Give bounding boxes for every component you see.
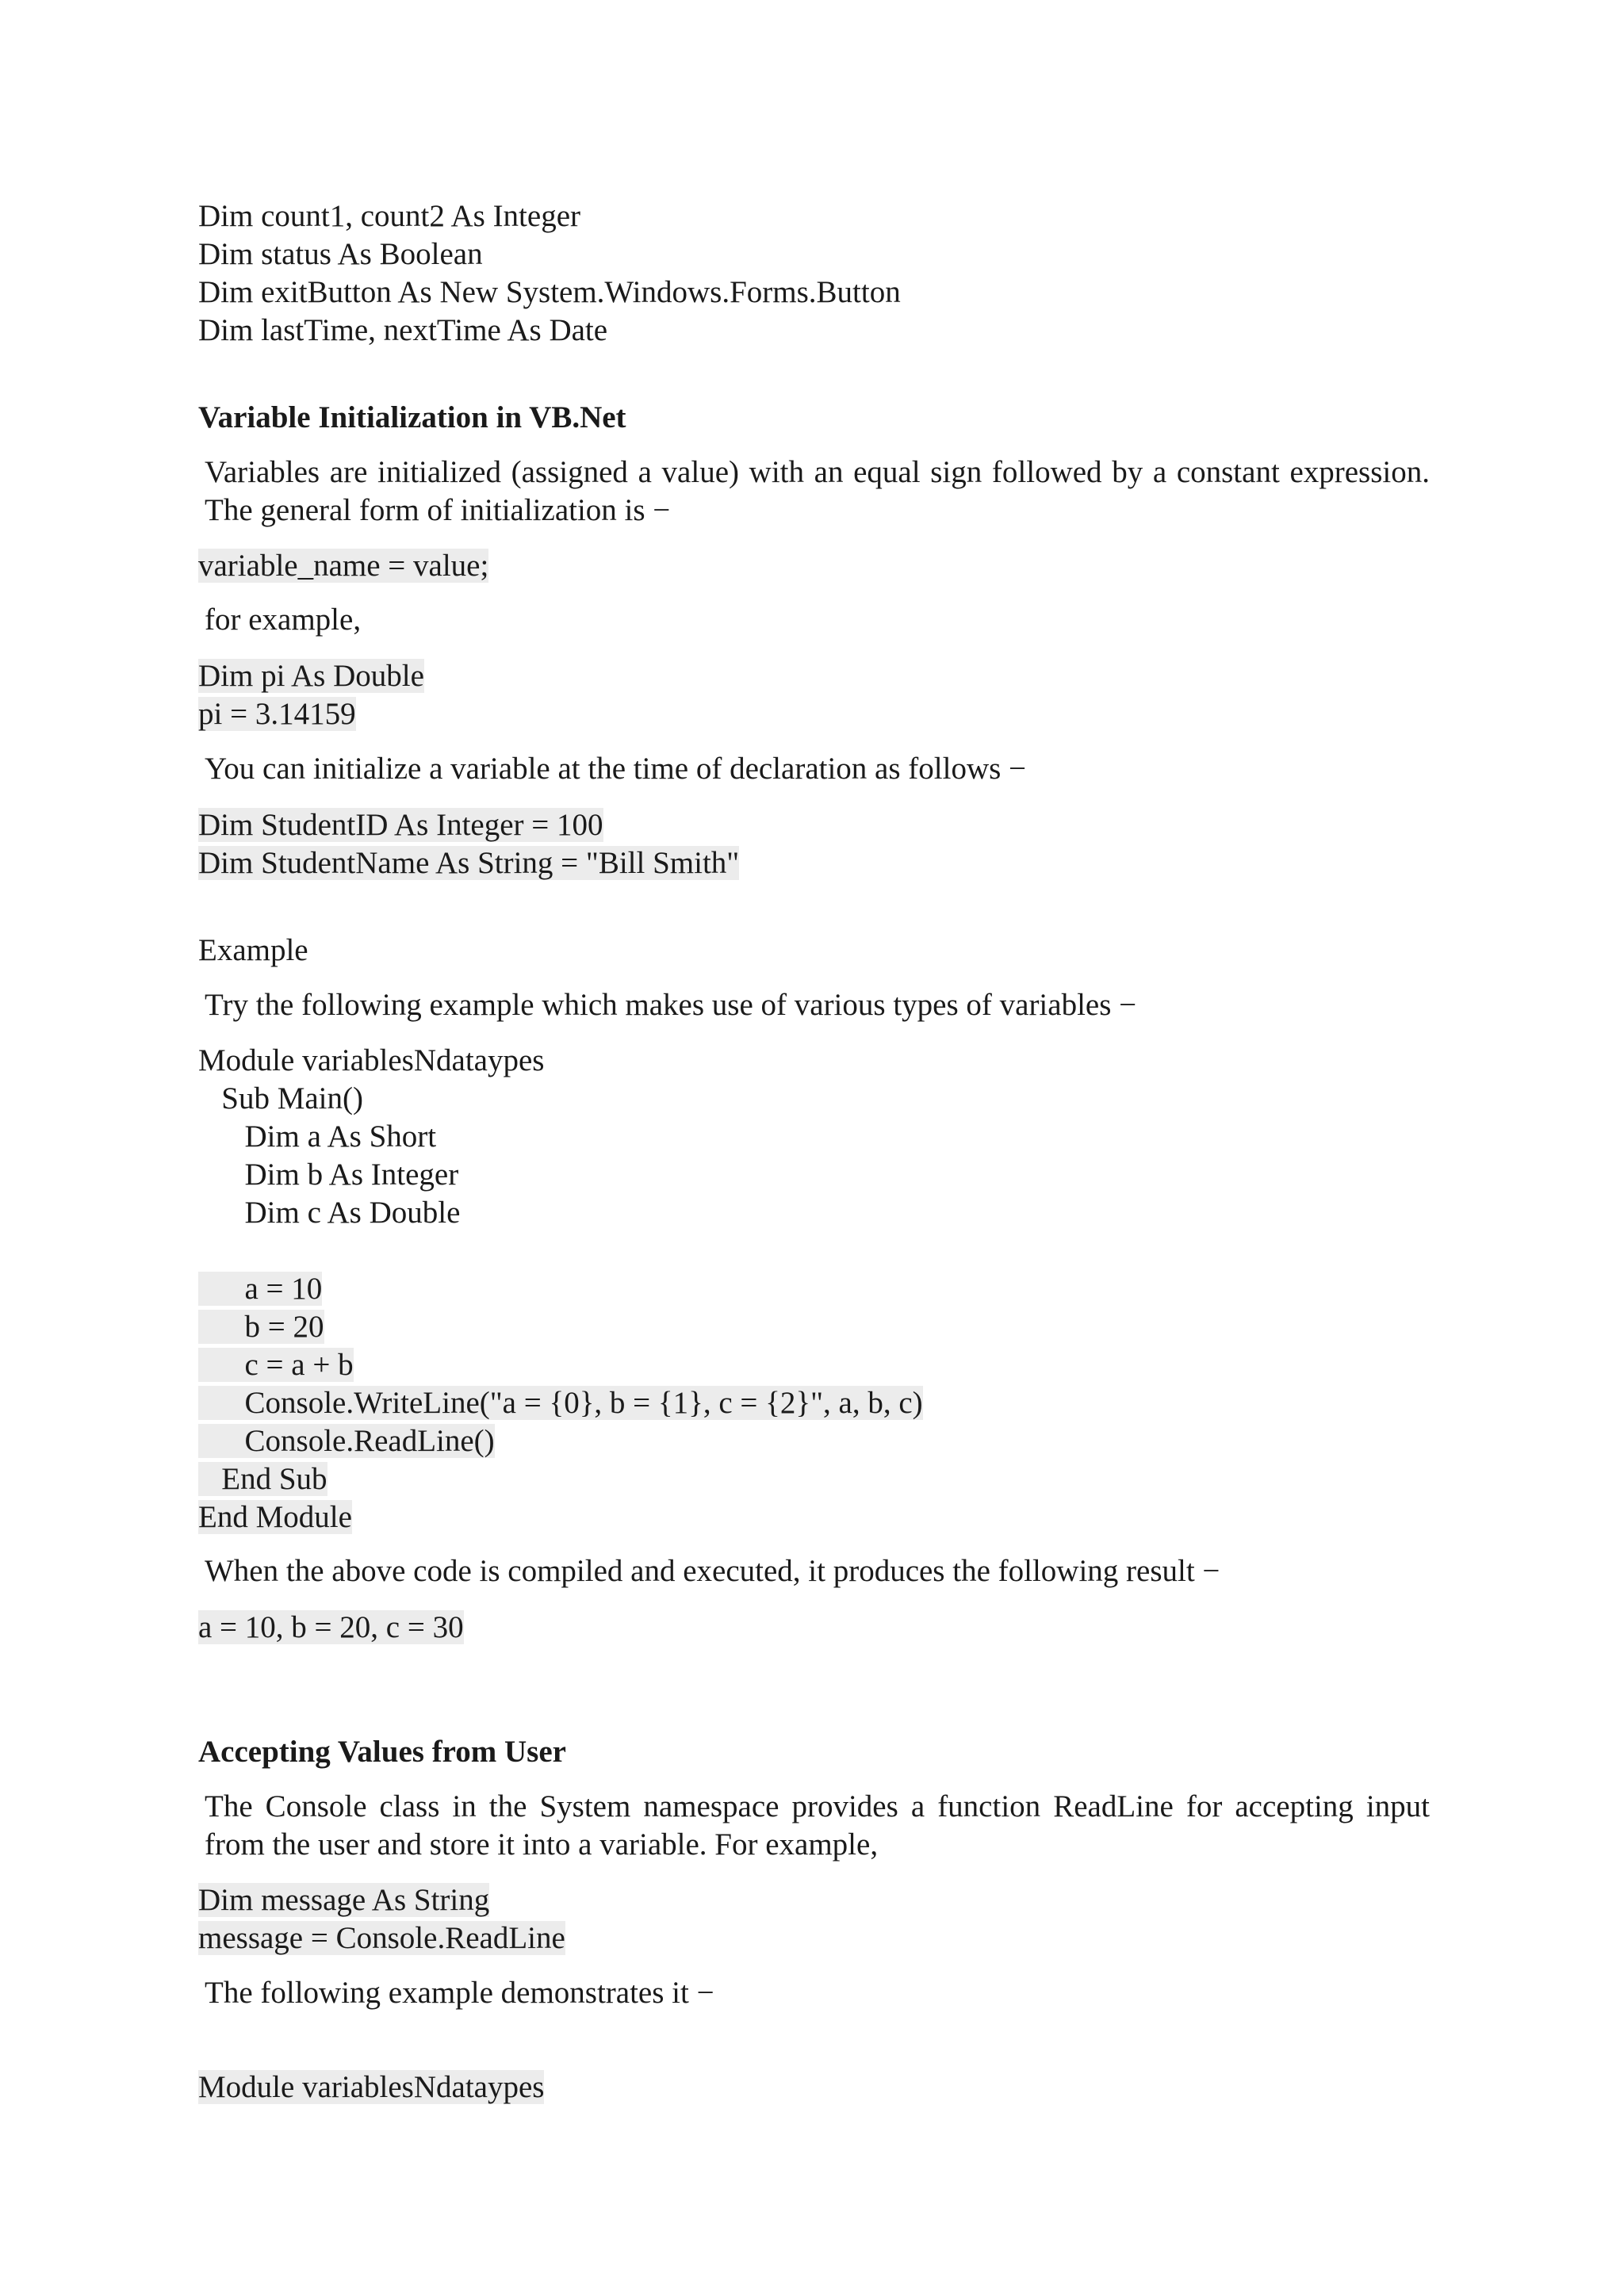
paragraph-init-declaration: You can initialize a variable at the time of declaration as follows −: [205, 752, 1027, 786]
section-heading-initialization: Variable Initialization in VB.Net: [198, 400, 626, 434]
code-line-student-2: Dim StudentName As String = "Bill Smith": [198, 846, 740, 880]
code-result: a = 10, b = 20, c = 30: [198, 1610, 464, 1644]
code-example-line-5: Dim c As Double: [198, 1196, 461, 1230]
paragraph-demo: The following example demonstrates it −: [205, 1976, 714, 2010]
paragraph-for-example: for example,: [205, 603, 362, 637]
code-line-student-1: Dim StudentID As Integer = 100: [198, 808, 603, 842]
code-line-decl-2: Dim status As Boolean: [198, 237, 483, 271]
code-module-line: Module variablesNdataypes: [198, 2070, 545, 2104]
code-example-line-10: Console.WriteLine("a = {0}, b = {1}, c = {2}", a, b, c): [198, 1386, 923, 1420]
paragraph-console-class: The Console class in the System namespace provides a function ReadLine for accepting input from the user and store it into a variable. For example,: [205, 1789, 1430, 1862]
code-example-line-11: Console.ReadLine(): [198, 1424, 495, 1458]
code-line-pi-1: Dim pi As Double: [198, 659, 424, 693]
code-init-form: variable_name = value;: [198, 549, 489, 583]
code-example-line-9: c = a + b: [198, 1348, 354, 1382]
code-example-line-4: Dim b As Integer: [198, 1158, 459, 1192]
code-line-message-2: message = Console.ReadLine: [198, 1921, 565, 1955]
section-heading-accepting-values: Accepting Values from User: [198, 1735, 566, 1769]
code-example-line-8: b = 20: [198, 1310, 324, 1344]
code-line-decl-1: Dim count1, count2 As Integer: [198, 199, 580, 233]
code-example-line-12: End Sub: [198, 1462, 327, 1496]
code-example-line-1: Module variablesNdataypes: [198, 1043, 545, 1077]
paragraph-try-example: Try the following example which makes use of various types of variables −: [205, 988, 1137, 1022]
code-line-decl-3: Dim exitButton As New System.Windows.Forms.Button: [198, 275, 901, 309]
code-example-line-7: a = 10: [198, 1272, 323, 1306]
code-line-pi-2: pi = 3.14159: [198, 697, 356, 731]
code-example-line-2: Sub Main(): [198, 1081, 363, 1115]
example-label: Example: [198, 933, 308, 967]
code-example-line-3: Dim a As Short: [198, 1119, 437, 1154]
code-example-line-13: End Module: [198, 1500, 352, 1534]
code-line-message-1: Dim message As String: [198, 1883, 490, 1917]
paragraph-initialization: Variables are initialized (assigned a value) with an equal sign followed by a constant expression. The general form of initialization is −: [205, 455, 1430, 527]
code-line-decl-4: Dim lastTime, nextTime As Date: [198, 313, 608, 347]
paragraph-result: When the above code is compiled and executed, it produces the following result −: [205, 1554, 1220, 1588]
